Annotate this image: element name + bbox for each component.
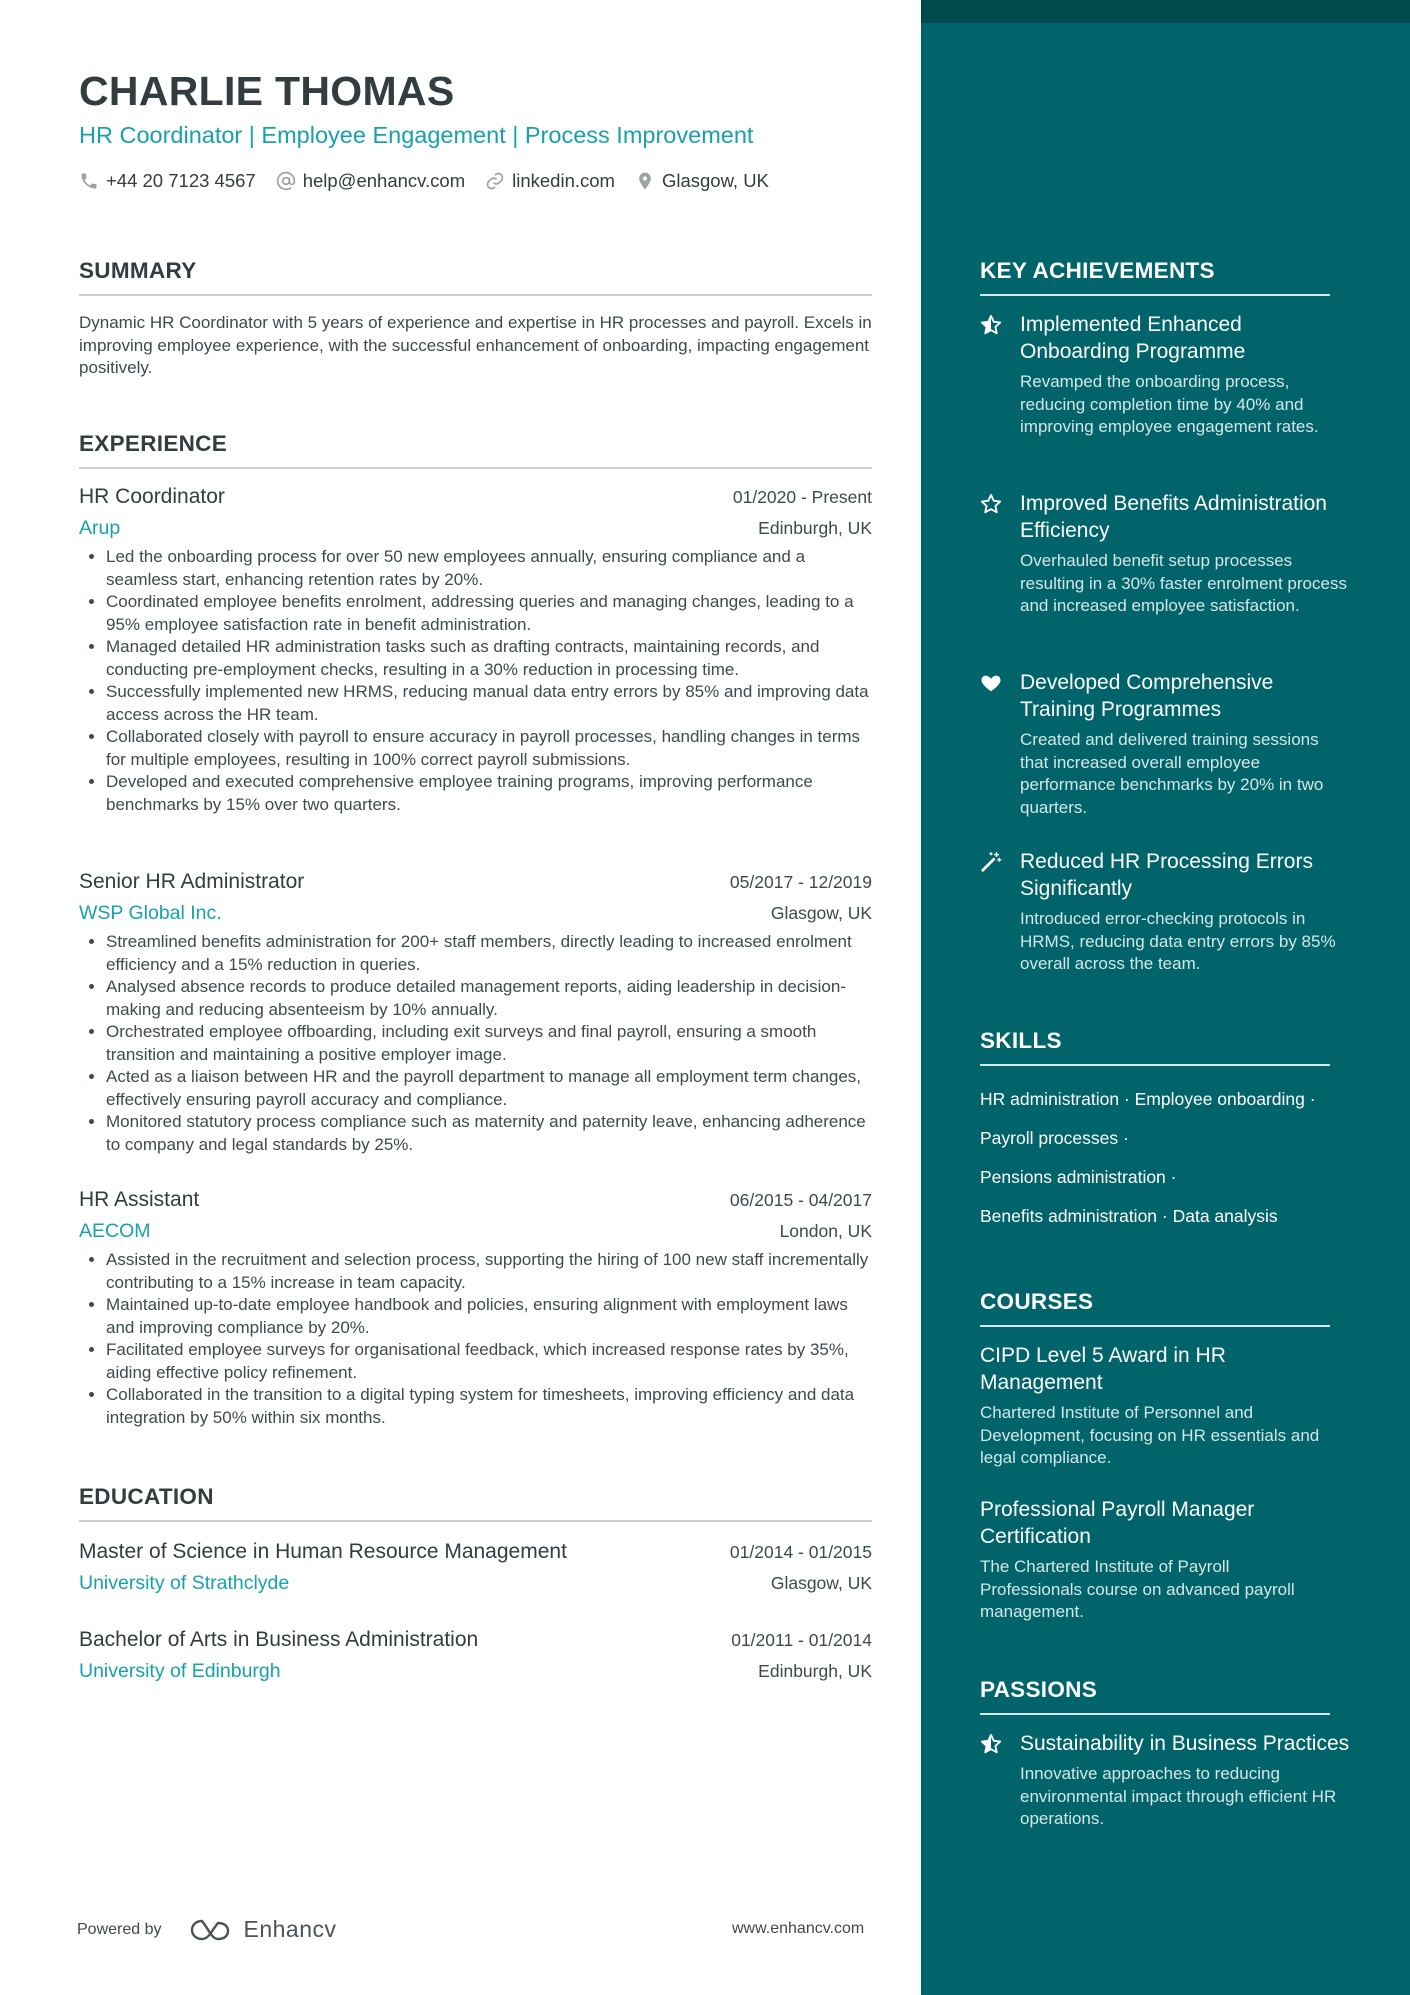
passion-desc: Innovative approaches to reducing environmental impact through efficient HR operations. [1020,1764,1337,1828]
job-bullets [79,546,872,816]
location-text: Glasgow, UK [661,170,769,191]
skill-line: Pensions administration · [980,1167,1177,1187]
job-location: Glasgow, UK [770,903,872,923]
bullet-item: • Analysed absence records to produce detailed management reports, aiding leadership in decision-making and reducing absenteeism by 10% annually. [106,976,872,1021]
at-sign-icon [276,171,296,191]
experience-item [79,485,872,816]
skills-heading: SKILLS [980,1028,1330,1066]
achievement-item [980,490,1350,618]
education-item [79,1628,872,1683]
bullet-item: • Led the onboarding process for over 50 new employees annually, ensuring compliance and a seamless start, enhancing retention rates by 20%. [106,546,872,591]
bullet-item: • Assisted in the recruitment and selection process, supporting the hiring of 100 new staff incrementally contributing to a 15% increase in team capacity. [106,1249,872,1294]
school-name[interactable]: University of Edinburgh [79,1660,281,1682]
course-title: Professional Payroll Manager Certification [980,1498,1255,1548]
course-item [980,1342,1330,1470]
experience-item [79,870,872,1156]
job-title: HR Coordinator [79,485,225,508]
education-location: Glasgow, UK [770,1573,872,1593]
contact-bar [79,170,789,192]
contact-phone[interactable] [79,170,256,192]
achievement-item [980,311,1350,439]
contact-email[interactable] [276,170,465,192]
job-date: 01/2020 - Present [732,487,872,507]
powered-by-label: Powered by [77,1920,162,1938]
experience-heading: EXPERIENCE [79,431,872,469]
summary-heading: SUMMARY [79,258,872,296]
phone-icon [79,171,99,191]
experience-item [79,1188,872,1429]
school-name[interactable]: University of Strathclyde [79,1572,290,1594]
phone-text: +44 20 7123 4567 [106,170,256,191]
bullet-item: • Successfully implemented new HRMS, reducing manual data entry errors by 85% and improving data access across the HR team. [106,681,872,726]
achievement-desc: Introduced error-checking protocols in HRMS, reducing data entry errors by 85% overall across the team. [1020,909,1336,973]
bullet-item: • Collaborated closely with payroll to ensure accuracy in payroll processes, handling changes in terms for multiple employees, resulting in 100% correct payroll submissions. [106,726,872,771]
degree-title: Bachelor of Arts in Business Administration [79,1628,479,1651]
course-item [980,1496,1330,1624]
degree-title: Master of Science in Human Resource Management [79,1540,567,1563]
bullet-item: • Developed and executed comprehensive employee training programs, improving performance benchmarks by 15% over two quarters. [106,771,872,816]
achievement-item [980,848,1350,976]
footer-url[interactable]: www.enhancv.com [732,1920,865,1937]
job-date: 06/2015 - 04/2017 [729,1190,872,1210]
bullet-item: • Collaborated in the transition to a digital typing system for timesheets, improving efficiency and data integration by 50% within six months. [106,1384,872,1429]
bullet-item: • Coordinated employee benefits enrolment, addressing queries and managing changes, leading to a 95% employee satisfaction rate in benefit administration. [106,591,872,636]
achievement-item [980,669,1350,819]
linkedin-text: linkedin.com [512,170,615,191]
link-icon [485,171,505,191]
achievement-title: Implemented Enhanced Onboarding Programme [1020,313,1246,363]
bullet-item: • Monitored statutory process compliance such as maternity and paternity leave, enhancing adherence to company and legal standards by 25%. [106,1111,872,1156]
email-text: help@enhancv.com [302,170,466,191]
education-item [79,1540,872,1595]
passion-title: Sustainability in Business Practices [1020,1732,1350,1755]
bullet-item: • Maintained up-to-date employee handbook and policies, ensuring alignment with employment laws and improving compliance by 20%. [106,1294,872,1339]
achievement-desc: Revamped the onboarding process, reducing completion time by 40% and improving employee engagement rates. [1020,372,1319,436]
location-pin-icon [635,171,655,191]
bullet-item: • Acted as a liaison between HR and the payroll department to manage all employment term changes, effectively ensuring payroll accuracy and compliance. [106,1066,872,1111]
enhancv-logo-icon [188,1917,234,1943]
course-title: CIPD Level 5 Award in HR Management [980,1344,1226,1394]
courses-heading: COURSES [980,1289,1330,1327]
job-location: London, UK [779,1221,872,1241]
star-outline-icon [980,493,1002,515]
education-date: 01/2014 - 01/2015 [729,1542,872,1562]
bullet-item: • Facilitated employee surveys for organisational feedback, which increased response rates by 35%, aiding effective policy refinement. [106,1339,872,1384]
job-company[interactable]: Arup [79,517,121,539]
skill-line: Payroll processes · [980,1128,1129,1148]
contact-location [635,170,769,192]
sidebar-top-bar [921,0,1410,23]
skill-line: HR administration · Employee onboarding · [980,1089,1316,1109]
star-half-icon [980,314,1002,336]
candidate-name: CHARLIE THOMAS [79,68,455,114]
course-desc: Chartered Institute of Personnel and Development, focusing on HR essentials and legal compliance. [980,1403,1320,1467]
job-title: HR Assistant [79,1188,200,1211]
skill-line: Benefits administration · Data analysis [980,1206,1278,1226]
passion-item [980,1730,1350,1831]
achievement-desc: Overhauled benefit setup processes resulting in a 30% faster enrolment process and increased employee satisfaction. [1020,551,1347,615]
bullet-item: • Orchestrated employee offboarding, including exit surveys and final payroll, ensuring a smooth transition and maintaining a positive employer image. [106,1021,872,1066]
summary-text: Dynamic HR Coordinator with 5 years of experience and expertise in HR processes and payroll. Excels in improving employee experience, with the successful enhancement of onboarding, impacting engagement positively. [79,313,872,377]
achievement-desc: Created and delivered training sessions that increased overall employee performance benchmarks by 20% in two quarters. [1020,730,1324,817]
tagline: HR Coordinator | Employee Engagement | Process Improvement [79,122,754,148]
job-bullets [79,931,872,1156]
job-company[interactable]: WSP Global Inc. [79,902,222,924]
star-half-icon [980,1733,1002,1755]
achievements-heading: KEY ACHIEVEMENTS [980,258,1330,296]
achievement-title: Reduced HR Processing Errors Significantly [1020,850,1313,900]
course-desc: The Chartered Institute of Payroll Professionals course on advanced payroll management. [980,1557,1295,1621]
achievement-title: Developed Comprehensive Training Programmes [1020,671,1274,721]
bullet-item: • Managed detailed HR administration tasks such as drafting contracts, maintaining records, and conducting pre-employment checks, resulting in a 30% reduction in processing time. [106,636,872,681]
job-date: 05/2017 - 12/2019 [729,872,872,892]
enhancv-logo[interactable] [188,1916,337,1943]
education-date: 01/2011 - 01/2014 [731,1630,872,1650]
heart-icon [980,672,1002,694]
job-bullets [79,1249,872,1429]
education-heading: EDUCATION [79,1484,872,1522]
magic-wand-icon [980,851,1002,873]
passions-heading: PASSIONS [980,1677,1330,1715]
job-location: Edinburgh, UK [758,518,872,538]
contact-linkedin[interactable] [485,170,615,192]
job-title: Senior HR Administrator [79,870,305,893]
bullet-item: • Streamlined benefits administration for 200+ staff members, directly leading to increased enrolment efficiency and a 15% reduction in queries. [106,931,872,976]
job-company[interactable]: AECOM [79,1220,151,1242]
education-location: Edinburgh, UK [758,1661,872,1681]
skills-list [980,1080,1360,1236]
footer-branding [77,1916,337,1943]
brand-name: Enhancv [243,1916,337,1942]
achievement-title: Improved Benefits Administration Efficiency [1020,492,1327,542]
